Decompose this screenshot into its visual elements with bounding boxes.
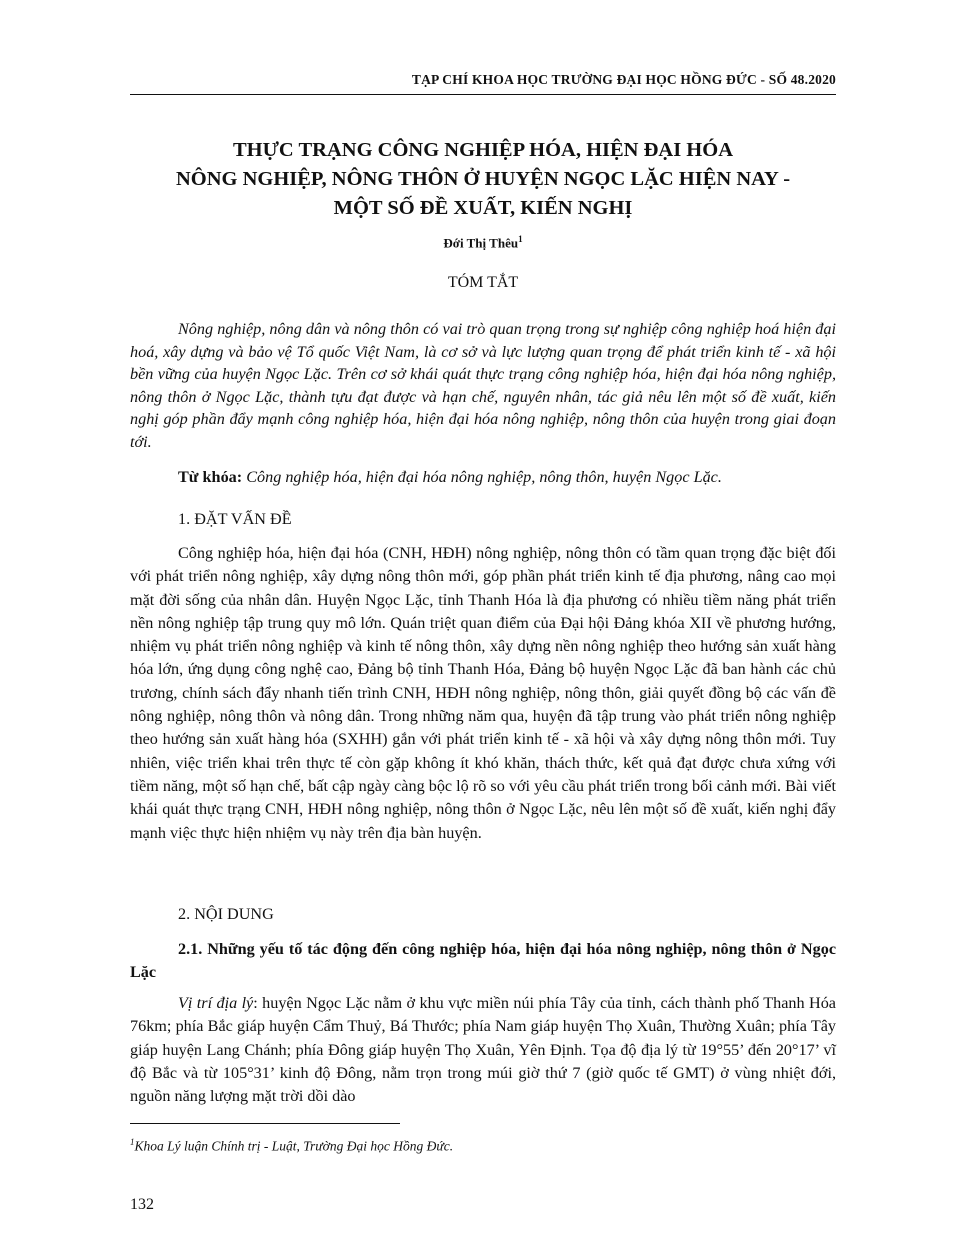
section-1-paragraph: Công nghiệp hóa, hiện đại hóa (CNH, HĐH) nông nghiệp, nông thôn có tầm quan trọng đặc biệt đối với phát triển nông nghiệp, xây dựng nông thôn mới, góp phần phát triển kinh tế địa phương, nâng cao mọi mặt đời sống của nhân dân. Huyện Ngọc Lặc, tỉnh Thanh Hóa là địa phương có nhiều tiềm năng phát triển nền nông nghiệp tập trung quy mô lớn. Quán triệt quan điểm của Đại hội Đảng khóa XII về phương hướng, nhiệm vụ phát triển nông nghiệp và kinh tế nông thôn, xây dựng nền nông nghiệp theo hướng sản xuất hàng hóa lớn, ứng dụng công nghệ cao, Đảng bộ tỉnh Thanh Hóa, Đảng bộ huyện Ngọc Lặc đã ban hành các chủ trương, chính sách đẩy nhanh tiến trình CNH, HĐH nông nghiệp, nông thôn, giải quyết đồng bộ các vấn đề nông nghiệp, nông thôn và nông dân. Trong những năm qua, huyện đã tập trung vào phát triển nông nghiệp theo hướng sản xuất hàng hóa (SXHH) gắn với phát triển kinh tế - xã hội và xây dựng nông thôn mới. Tuy nhiên, việc triển khai trên thực tế còn gặp không ít khó khăn, thách thức, kết quả đạt được chưa xứng với tiềm năng, một số hạn chế, bất cập ngày càng bộc lộ rõ so với yêu cầu phát triển trong bối cảnh mới. Bài viết khái quát thực trạng CNH, HĐH nông nghiệp, nông thôn ở Ngọc Lặc, nêu lên một số đề xuất, kiến nghị đẩy mạnh việc thực hiện nhiệm vụ này trên địa bàn huyện.: [130, 544, 836, 842]
author-footnote-mark: 1: [518, 234, 523, 244]
title-line-3: MỘT SỐ ĐỀ XUẤT, KIẾN NGHỊ: [333, 197, 633, 219]
subsection-2-1-heading: 2.1. Những yếu tố tác động đến công nghiệp hóa, hiện đại hóa nông nghiệp, nông thôn ở Ngọc Lặc: [130, 940, 836, 981]
abstract-body: Nông nghiệp, nông dân và nông thôn có vai trò quan trọng trong sự nghiệp công nghiệp hoá hiện đại hoá, xây dựng và bảo vệ Tổ quốc Việt Nam, là cơ sở và lực lượng quan trọng để phát triển kinh tế - xã hội bền vững của huyện Ngọc Lặc. Trên cơ sở khái quát thực trạng công nghiệp hóa, hiện đại hóa nông nghiệp, nông thôn ở Ngọc Lặc, thành tựu đạt được và hạn chế, nguyên nhân, tác giả nêu lên một số đề xuất, kiến nghị góp phần đẩy mạnh công nghiệp hóa, hiện đại hóa nông nghiệp, nông thôn của huyện trong giai đoạn tới.: [130, 320, 836, 451]
footnote-text: Khoa Lý luận Chính trị - Luật, Trường Đại học Hồng Đức.: [134, 1138, 454, 1154]
keywords-label: Từ khóa:: [178, 468, 243, 486]
paragraph-lead: Vị trí địa lý: [178, 994, 254, 1012]
footnote-rule: [130, 1123, 400, 1124]
keywords: [130, 466, 836, 489]
footnote: [130, 1137, 453, 1155]
author-line: [130, 234, 836, 251]
paragraph-text: : huyện Ngọc Lặc nằm ở khu vực miền núi phía Tây của tỉnh, cách thành phố Thanh Hóa 76km; phía Bắc giáp huyện Cẩm Thuỷ, Bá Thước; phía Nam giáp huyện Thọ Xuân, Thường Xuân; phía Tây giáp huyện Lang Chánh; phía Đông giáp huyện Thọ Xuân, Yên Định. Tọa độ địa lý từ 19°55’ đến 20°17’ vĩ độ Bắc và từ 105°31’ kinh độ Đông, nằm trọn trong múi giờ thứ 7 (giờ quốc tế GMT) ở vùng nhiệt đới, nguồn năng lượng mặt trời dồi dào: [130, 994, 836, 1106]
section-2-heading: 2. NỘI DUNG: [178, 905, 274, 923]
article-title: [130, 136, 836, 223]
page-number: 132: [130, 1196, 154, 1213]
header-rule: [130, 94, 836, 95]
section-1-heading: 1. ĐẶT VẤN ĐỀ: [178, 510, 292, 528]
journal-header: TẠP CHÍ KHOA HỌC TRƯỜNG ĐẠI HỌC HỒNG ĐỨC - SỐ 48.2020: [411, 72, 836, 87]
title-line-2: NÔNG NGHIỆP, NÔNG THÔN Ở HUYỆN NGỌC LẶC HIỆN NAY -: [175, 168, 791, 190]
abstract-heading: TÓM TẮT: [447, 274, 519, 291]
title-line-1: THỰC TRẠNG CÔNG NGHIỆP HÓA, HIỆN ĐẠI HÓA: [232, 139, 734, 161]
section-2-paragraph: [130, 992, 836, 1108]
author-name: Đới Thị Thêu: [443, 235, 519, 251]
footnote-mark: 1: [130, 1137, 135, 1147]
keywords-text: Công nghiệp hóa, hiện đại hóa nông nghiệp, nông thôn, huyện Ngọc Lặc.: [246, 468, 722, 486]
